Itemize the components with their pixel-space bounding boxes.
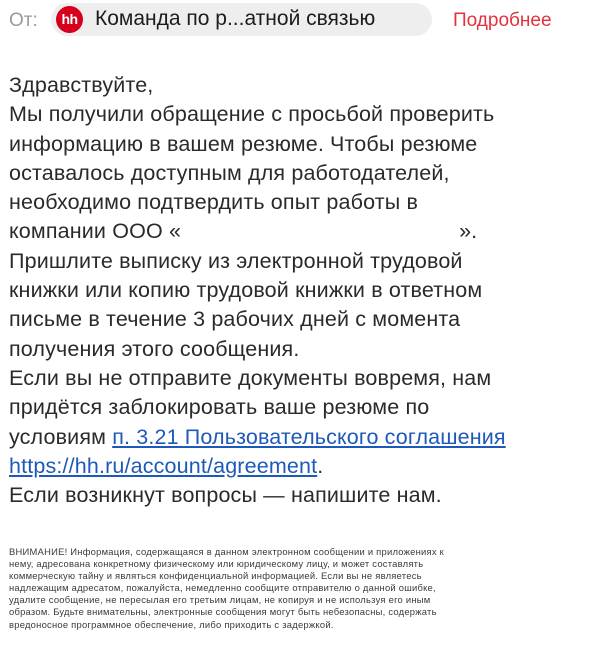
body-line: придётся заблокировать ваше резюме по (9, 395, 430, 420)
body-line: необходимо подтвердить опыт работы в (9, 190, 419, 215)
disclaimer-line: нему, адресована конкретному физическому или юридическому лицу, и может составлять (9, 558, 424, 570)
body-line: оставалось доступным для работодателей, (9, 160, 450, 185)
sender-chip[interactable] (51, 3, 432, 36)
closing-line: Если возникнут вопросы — напишите нам. (9, 483, 442, 508)
disclaimer-line: надлежащим адресатом, пожалуйста, немедленно сообщите отправителю о данной ошибке, (9, 582, 436, 594)
disclaimer-line: удалите сообщение, не пересылая его третьим лицам, не копируя и не используя его иным (9, 594, 431, 606)
url-line (9, 452, 604, 481)
terms-prefix: условиям (9, 424, 113, 449)
from-label: От: (9, 10, 38, 31)
sender-name: Команда по р...атной связью (95, 7, 376, 30)
hh-logo-icon: hh (56, 6, 83, 33)
company-line (9, 217, 604, 246)
body-line: получения этого сообщения. (9, 336, 300, 361)
body-line: письме в течение 3 рабочих дней с момента (9, 307, 461, 332)
url-suffix: . (317, 453, 324, 478)
body-line: Если вы не отправите документы вовремя, нам (9, 365, 492, 390)
email-body (9, 71, 604, 510)
agreement-url-link[interactable]: https://hh.ru/account/agreement (9, 453, 318, 478)
disclaimer-line: вредоносное программное обеспечение, либо приходить с задержкой. (9, 618, 334, 630)
terms-link[interactable]: п. 3.21 Пользовательского соглашения (112, 424, 506, 449)
disclaimer-line: образом. Будьте внимательны, электронные сообщения могут быть небезопасны, содержать (9, 606, 437, 618)
company-prefix: компании ООО « (9, 219, 182, 244)
body-line: Пришлите выписку из электронной трудовой (9, 248, 463, 273)
disclaimer-line: ВНИМАНИЕ! Информация, содержащаяся в данном электронном сообщении и приложениях к (9, 546, 444, 557)
body-line: Мы получили обращение с просьбой проверить (9, 102, 495, 127)
legal-disclaimer (9, 546, 601, 631)
company-suffix: ». (459, 219, 478, 244)
greeting: Здравствуйте, (9, 73, 154, 97)
disclaimer-line: коммерческую тайну и являться конфиденциальной информацией. Если вы не являетесь (9, 570, 422, 582)
email-header (0, 0, 609, 44)
details-link[interactable]: Подробнее (453, 10, 552, 31)
body-line: информацию в вашем резюме. Чтобы резюме (9, 131, 478, 156)
terms-line (9, 423, 604, 452)
body-line: книжки или копию трудовой книжки в ответном (9, 278, 483, 303)
